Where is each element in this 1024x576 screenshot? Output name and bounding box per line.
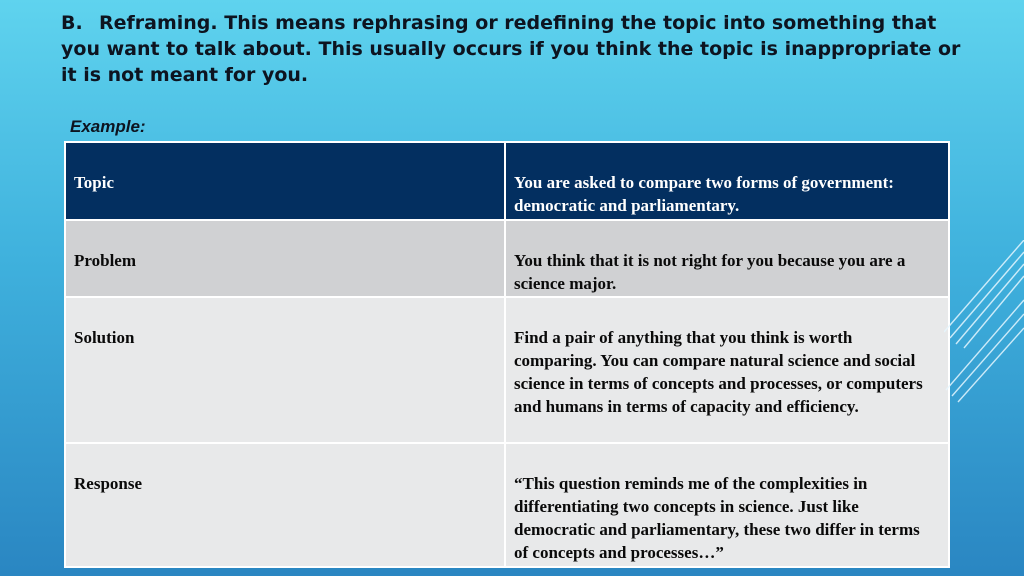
row-label: Response xyxy=(65,443,505,567)
slide-heading xyxy=(61,10,961,88)
heading-text: Reframing. This means rephrasing or redefining the topic into something that you want to talk about. This usually occurs if you think the topic is inappropriate or it is not meant for you. xyxy=(61,12,961,86)
table-row-problem xyxy=(65,220,949,297)
row-content: “This question reminds me of the complexities in differentiating two concepts in science. Just like democratic and parliamentary, these two differ in terms of concepts and processes…” xyxy=(505,443,949,567)
row-label: Topic xyxy=(65,142,505,220)
example-table xyxy=(64,141,950,568)
table-row-response xyxy=(65,443,949,567)
row-content: Find a pair of anything that you think is worth comparing. You can compare natural science and social science in terms of concepts and processes, or computers and humans in terms of capacity and efficiency. xyxy=(505,297,949,443)
decorative-lines xyxy=(944,240,1024,410)
row-content: You are asked to compare two forms of government: democratic and parliamentary. xyxy=(505,142,949,220)
row-content: You think that it is not right for you because you are a science major. xyxy=(505,220,949,297)
heading-marker: B. xyxy=(61,12,83,34)
row-label: Problem xyxy=(65,220,505,297)
table-row-topic xyxy=(65,142,949,220)
example-label: Example: xyxy=(70,117,146,136)
row-label: Solution xyxy=(65,297,505,443)
table-row-solution xyxy=(65,297,949,443)
